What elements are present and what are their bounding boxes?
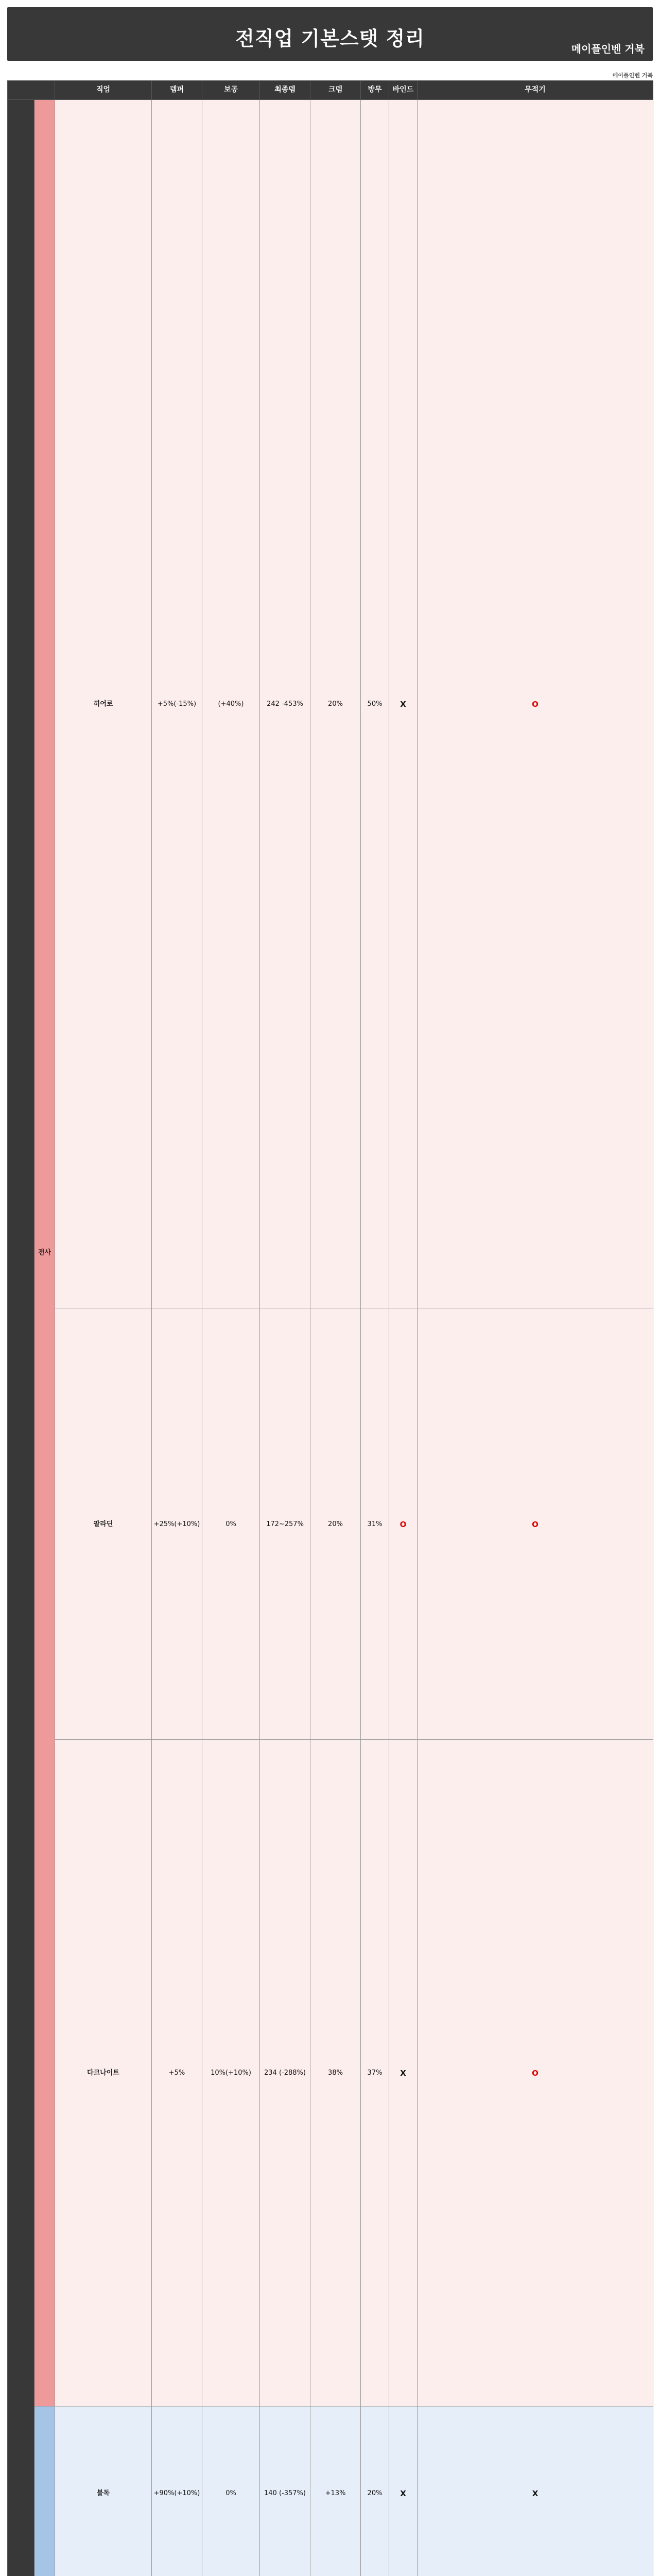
final-cell: 242 -453% — [260, 99, 310, 1309]
header-crit: 크뎀 — [310, 81, 361, 100]
bind-cell: X — [389, 2406, 418, 2576]
table-header — [8, 81, 653, 100]
table-row — [8, 1740, 653, 2406]
header-class: 직업 — [55, 81, 152, 100]
boss-cell: 0% — [202, 2406, 260, 2576]
crit-cell: 20% — [310, 1309, 361, 1740]
damage-cell: +5% — [152, 1740, 202, 2406]
class-label: 전사 — [34, 99, 55, 2406]
invincible-cell: X — [418, 2406, 653, 2576]
group-label — [8, 99, 34, 2576]
title-banner — [7, 7, 653, 61]
invincible-cell: O — [418, 1740, 653, 2406]
ied-cell: 50% — [361, 99, 389, 1309]
header-final: 최종뎀 — [260, 81, 310, 100]
job-name: 다크나이트 — [55, 1740, 152, 2406]
crit-cell: 38% — [310, 1740, 361, 2406]
brand-label: 메이플인벤 거북 — [571, 43, 645, 55]
final-cell: 140 (-357%) — [260, 2406, 310, 2576]
table-row — [8, 99, 653, 1309]
class-label — [34, 2406, 55, 2576]
ied-cell: 20% — [361, 2406, 389, 2576]
header-damage: 뎀퍼 — [152, 81, 202, 100]
watermark: 메이플인벤 거북 — [612, 72, 653, 79]
header-boss: 보공 — [202, 81, 260, 100]
header-bind: 바인드 — [389, 81, 418, 100]
stat-table — [7, 80, 653, 2576]
damage-cell: +90%(+10%) — [152, 2406, 202, 2576]
header-invincible: 무적기 — [418, 81, 653, 100]
ied-cell: 37% — [361, 1740, 389, 2406]
boss-cell: 10%(+10%) — [202, 1740, 260, 2406]
damage-cell: +5%(-15%) — [152, 99, 202, 1309]
page-title: 전직업 기본스탯 정리 — [235, 27, 425, 50]
damage-cell: +25%(+10%) — [152, 1309, 202, 1740]
header-ied: 방무 — [361, 81, 389, 100]
bind-cell: X — [389, 99, 418, 1309]
crit-cell: 20% — [310, 99, 361, 1309]
invincible-cell: O — [418, 1309, 653, 1740]
crit-cell: +13% — [310, 2406, 361, 2576]
final-cell: 234 (-288%) — [260, 1740, 310, 2406]
table-row — [8, 1309, 653, 1740]
table-row — [8, 2406, 653, 2576]
boss-cell: (+40%) — [202, 99, 260, 1309]
job-name: 불독 — [55, 2406, 152, 2576]
invincible-cell: O — [418, 99, 653, 1309]
ied-cell: 31% — [361, 1309, 389, 1740]
bind-cell: O — [389, 1309, 418, 1740]
job-name: 히어로 — [55, 99, 152, 1309]
job-name: 팔라딘 — [55, 1309, 152, 1740]
boss-cell: 0% — [202, 1309, 260, 1740]
group-header — [8, 81, 55, 100]
bind-cell: X — [389, 1740, 418, 2406]
final-cell: 172~257% — [260, 1309, 310, 1740]
